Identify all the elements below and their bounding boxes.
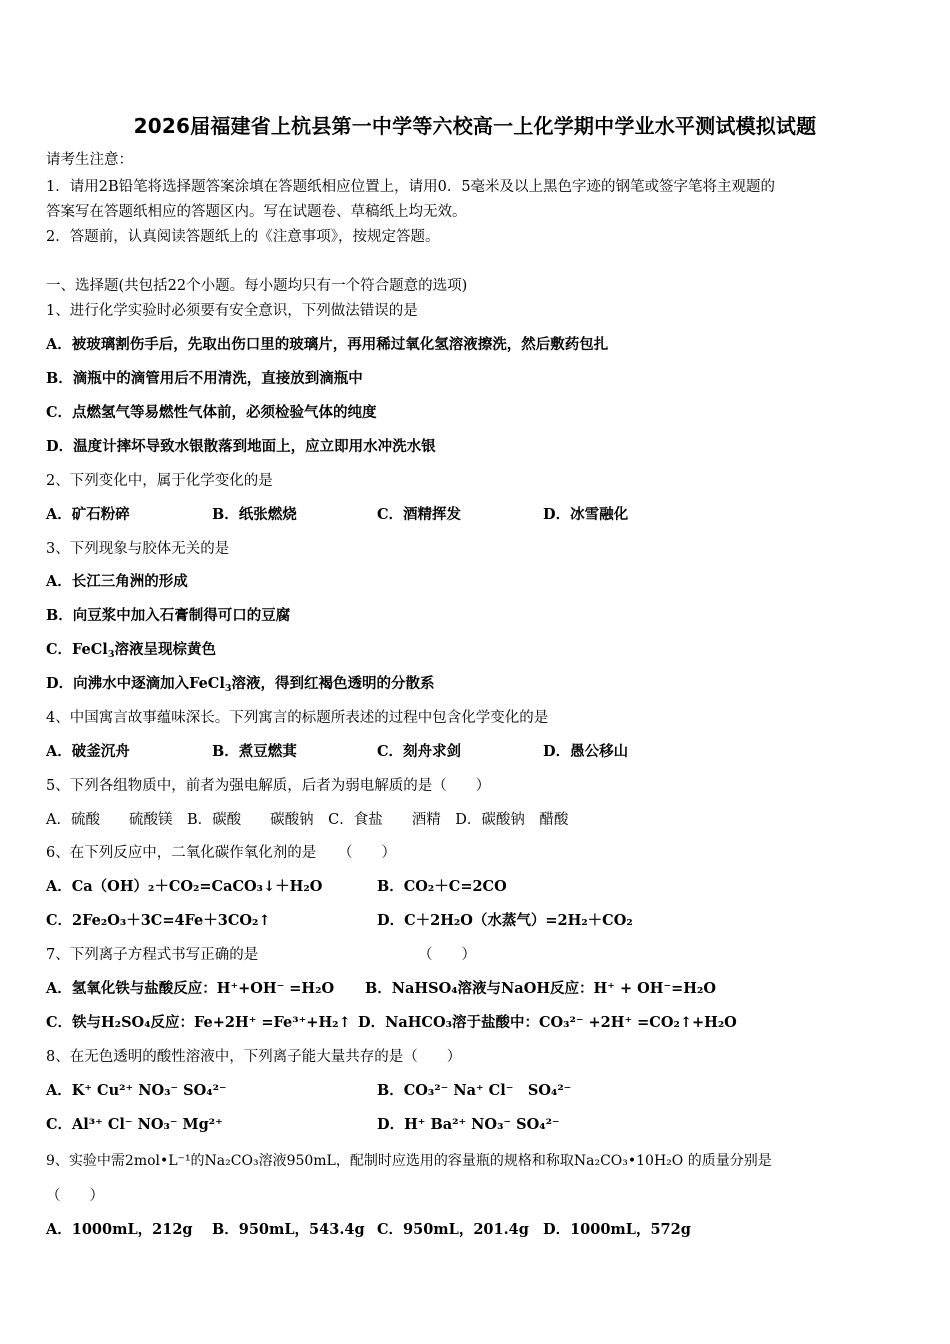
question-6-stem: 6、在下列反应中，二氧化碳作氧化剂的是 （ ） xyxy=(46,845,396,861)
question-3-option-d xyxy=(46,674,434,699)
subscript: 3 xyxy=(224,683,232,694)
notice-item-1-cont: 答案写在答题纸相应的答题区内。写在试题卷、草稿纸上均无效。 xyxy=(46,204,467,220)
question-9-option-c: C．950mL，201.4g xyxy=(377,1221,529,1238)
question-9-option-b: B．950mL，543.4g xyxy=(212,1221,365,1238)
question-4-option-d: D．愚公移山 xyxy=(543,743,629,760)
question-9-option-a: A．1000mL，212g xyxy=(46,1221,193,1238)
question-2-option-b: B．纸张燃烧 xyxy=(212,506,297,523)
question-1-option-b: B．滴瓶中的滴管用后不用清洗，直接放到滴瓶中 xyxy=(46,370,363,387)
question-9-stem: 9、实验中需2mol•L⁻¹的Na₂CO₃溶液950mL，配制时应选用的容量瓶的规格和称取Na₂CO₃•10H₂O 的质量分别是 xyxy=(46,1153,772,1169)
question-2-option-a: A．矿石粉碎 xyxy=(46,506,130,523)
question-7-option-a: A．氢氧化铁与盐酸反应：H⁺+OH⁻ =H₂O xyxy=(46,980,335,997)
section-heading: 一、选择题(共包括22个小题。每小题均只有一个符合题意的选项) xyxy=(46,278,468,294)
question-8-option-a: A．K⁺ Cu²⁺ NO₃⁻ SO₄²⁻ xyxy=(46,1082,227,1099)
question-4-option-b: B．煮豆燃萁 xyxy=(212,743,297,760)
question-8-option-b: B．CO₃²⁻ Na⁺ Cl⁻ SO₄²⁻ xyxy=(377,1082,572,1099)
option-d-text-tail: 溶液，得到红褐色透明的分散系 xyxy=(231,675,435,692)
page-title: 2026届福建省上杭县第一中学等六校高一上化学期中学业水平测试模拟试题 xyxy=(133,114,817,138)
question-7-option-c: C．铁与H₂SO₄反应：Fe+2H⁺ =Fe³⁺+H₂↑ xyxy=(46,1014,351,1031)
option-c-text-tail: 溶液呈现棕黄色 xyxy=(114,641,216,658)
question-1-option-a: A．被玻璃割伤手后，先取出伤口里的玻璃片，再用稀过氧化氢溶液擦洗，然后敷药包扎 xyxy=(46,336,609,353)
question-7-option-d: D．NaHCO₃溶于盐酸中：CO₃²⁻ +2H⁺ =CO₂↑+H₂O xyxy=(358,1014,737,1031)
question-2-option-c: C．酒精挥发 xyxy=(377,506,462,523)
question-1-option-c: C．点燃氢气等易燃性气体前，必须检验气体的纯度 xyxy=(46,404,377,421)
question-6-option-a: A．Ca（OH）₂＋CO₂=CaCO₃↓＋H₂O xyxy=(46,878,323,895)
question-1-option-d: D．温度计摔坏导致水银散落到地面上，应立即用水冲洗水银 xyxy=(46,438,436,455)
question-4-option-a: A．破釜沉舟 xyxy=(46,743,130,760)
notice-heading: 请考生注意： xyxy=(46,152,133,168)
notice-item-2: 2．答题前，认真阅读答题纸上的《注意事项》，按规定答题。 xyxy=(46,229,440,245)
question-7-stem: 7、下列离子方程式书写正确的是 xyxy=(46,947,259,963)
question-6-option-b: B．CO₂＋C=2CO xyxy=(377,878,507,895)
option-c-text: C．FeCl xyxy=(46,641,108,658)
question-3-stem: 3、下列现象与胶体无关的是 xyxy=(46,541,230,557)
question-4-stem: 4、中国寓言故事蕴味深长。下列寓言的标题所表述的过程中包含化学变化的是 xyxy=(46,710,549,726)
question-3-option-b: B．向豆浆中加入石膏制得可口的豆腐 xyxy=(46,607,291,624)
question-5-stem: 5、下列各组物质中，前者为强电解质，后者为弱电解质的是（ ） xyxy=(46,778,491,794)
question-7-option-b: B．NaHSO₄溶液与NaOH反应：H⁺ + OH⁻=H₂O xyxy=(365,980,716,997)
question-8-stem: 8、在无色透明的酸性溶液中，下列离子能大量共存的是（ ） xyxy=(46,1049,462,1065)
question-9-option-d: D．1000mL，572g xyxy=(543,1221,691,1238)
subscript: 3 xyxy=(107,649,115,660)
question-7-paren: （ ） xyxy=(418,947,476,963)
question-4-option-c: C．刻舟求剑 xyxy=(377,743,462,760)
question-6-option-c: C．2Fe₂O₃＋3C=4Fe＋3CO₂↑ xyxy=(46,912,271,929)
question-8-option-d: D．H⁺ Ba²⁺ NO₃⁻ SO₄²⁻ xyxy=(377,1116,560,1133)
question-3-option-c xyxy=(46,640,216,665)
question-1-stem: 1、进行化学实验时必须要有安全意识，下列做法错误的是 xyxy=(46,303,418,319)
option-d-text: D．向沸水中逐滴加入FeCl xyxy=(46,675,225,692)
question-3-option-a: A．长江三角洲的形成 xyxy=(46,573,188,590)
question-5-options: A．硫酸 硫酸镁 B．碳酸 碳酸钠 C．食盐 酒精 D．碳酸钠 醋酸 xyxy=(46,812,569,828)
question-9-paren: （ ） xyxy=(46,1188,104,1204)
question-2-option-d: D．冰雪融化 xyxy=(543,506,629,523)
notice-item-1: 1．请用2B铅笔将选择题答案涂填在答题纸相应位置上，请用0．5毫米及以上黑色字迹的钢笔或签字笔将主观题的 xyxy=(46,179,776,195)
question-8-option-c: C．Al³⁺ Cl⁻ NO₃⁻ Mg²⁺ xyxy=(46,1116,223,1133)
question-6-option-d: D．C＋2H₂O（水蒸气）=2H₂＋CO₂ xyxy=(377,912,633,929)
question-2-stem: 2、下列变化中，属于化学变化的是 xyxy=(46,473,273,489)
